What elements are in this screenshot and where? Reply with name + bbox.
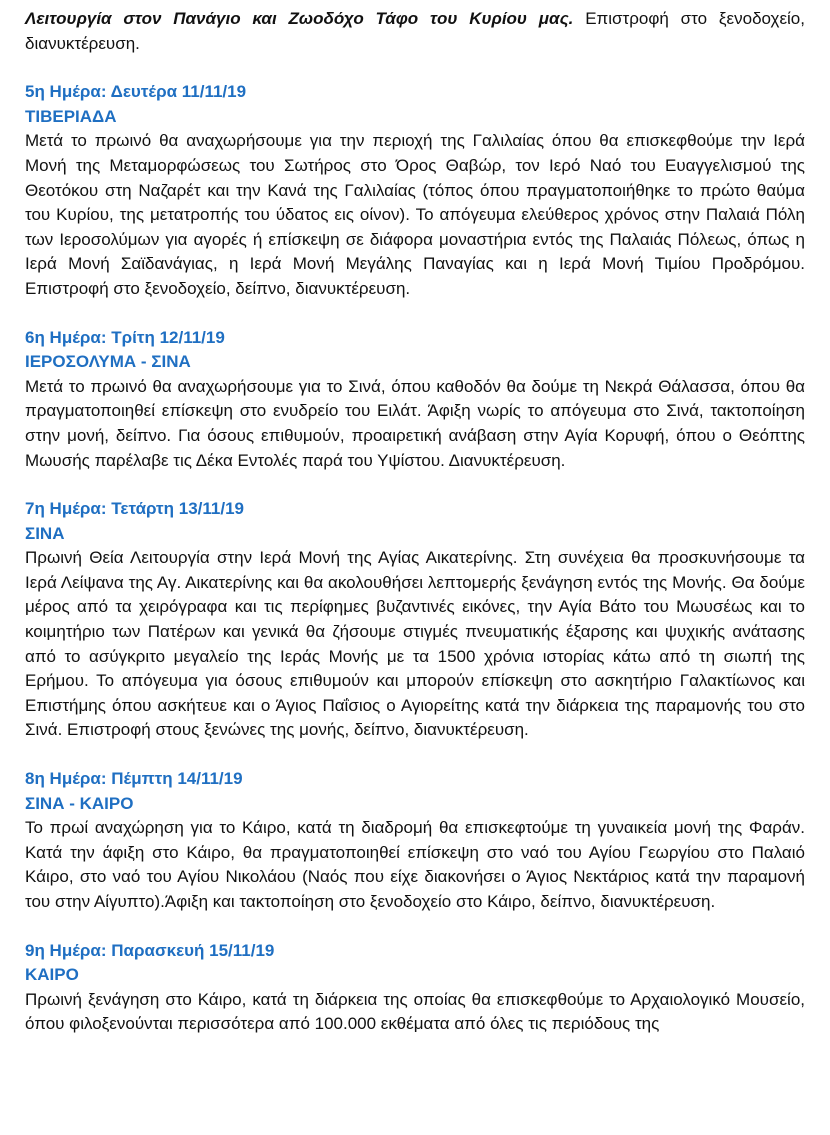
day-place: ΣΙΝΑ [25,523,65,543]
day-description: Μετά το πρωινό θα αναχωρήσουμε για το Σινά, όπου καθοδόν θα δούμε τη Νεκρά Θάλασσα, όπου θα πραγματοποιηθεί επίσκεψη στο ενυδρείο του Ειλάτ. Άφιξη νωρίς το απόγευμα στο Σινά, τακτοποίηση στην μονή, δείπνο. Για όσους επιθυμούν, προαιρετική ανάβαση στην Αγία Κορυφή, όπου ο Θεόπτης Μωυσής παρέλαβε τις Δέκα Εντολές παρά του Υψίστου. Διανυκτέρευση. [25,376,805,470]
day-heading: 9η Ημέρα: Παρασκευή 15/11/19 [25,940,275,960]
day-heading: 6η Ημέρα: Τρίτη 12/11/19 [25,327,225,347]
day-place: ΙΕΡΟΣΟΛΥΜΑ - ΣΙΝΑ [25,352,191,372]
day-description: Μετά το πρωινό θα αναχωρήσουμε για την περιοχή της Γαλιλαίας όπου θα επισκεφθούμε την Ιερά Μονή της Μεταμορφώσεως του Σωτήρος στο Όρος Θαβώρ, τον Ιερό Ναό του Ευαγγελισμού της Θεοτόκου στη Ναζαρέτ και την Κανά της Γαλιλαίας (τόπος όπου πραγματοποιήθηκε το πρώτο θαύμα του Κυρίου, της μετατροπής του ύδατος εις οίνον). Το απόγευμα ελεύθερος χρόνος στην Παλαιά Πόλη των Ιεροσολύμων για αγορές ή επίσκεψη σε διάφορα μοναστήρια εντός της Παλαιάς Πόλεως, όπως η Ιερά Μονή Σαϊδανάγιας, η Ιερά Μονή Μεγάλης Παναγίας και η Ιερά Μονή Τιμίου Προδρόμου. Επιστροφή στο ξενοδοχείο, δείπνο, διανυκτέρευση. [25,131,805,298]
day-section [25,326,805,474]
intro-emphasis: Λειτουργία στον Πανάγιο και Ζωοδόχο Τάφο του Κυρίου μας. [25,9,574,28]
day-section [25,939,805,1037]
day-place: ΚΑΙΡΟ [25,965,79,985]
day-heading: 8η Ημέρα: Πέμπτη 14/11/19 [25,769,243,789]
day-heading: 5η Ημέρα: Δευτέρα 11/11/19 [25,82,247,102]
day-place: ΣΙΝΑ - ΚΑΙΡΟ [25,793,134,813]
day-description: Πρωινή ξενάγηση στο Κάιρο, κατά τη διάρκεια της οποίας θα επισκεφθούμε το Αρχαιολογικό Μουσείο, όπου φιλοξενούνται περισσότερα από 100.000 εκθέματα από όλες τις περιόδους της [25,989,805,1034]
intro-paragraph [25,7,805,56]
day-section [25,80,805,301]
day-section [25,767,805,915]
day-description: Πρωινή Θεία Λειτουργία στην Ιερά Μονή της Αγίας Αικατερίνης. Στη συνέχεια θα προσκυνήσουμε τα Ιερά Λείψανα της Αγ. Αικατερίνης και θα ακολουθήσει λεπτομερής ξενάγηση εντός της Μονής. Θα δούμε μέρος από τα χειρόγραφα και τις περίφημες βυζαντινές εικόνες, την Αγία Βάτο του Μωυσέως και το κοιμητήριο των Πατέρων και γενικά θα ζήσουμε στιγμές πνευματικής έξαρσης και ψυχικής ανάτασης από το ασύγκριτο μεγαλείο της Ιεράς Μονής με τα 1500 χρόνια ιστορίας κάτω από τη σιωπή της Ερήμου. Το απόγευμα για όσους επιθυμούν και μπορούν επίσκεψη στο ασκητήριο Γαλακτίωνος και Επιστήμης όπου ασκήτευε και ο Άγιος Παΐσιος ο Αγιορείτης κατά την διάρκεια της παραμονής του στο Σινά. Επιστροφή στους ξενώνες της μονής, δείπνο, διανυκτέρευση. [25,548,805,740]
intro-rest: Επιστροφή στο ξενοδοχείο, διανυκτέρευση. [25,9,805,53]
day-place: ΤΙΒΕΡΙΑΔΑ [25,106,117,126]
day-section [25,497,805,743]
day-description: Το πρωί αναχώρηση για το Κάιρο, κατά τη διαδρομή θα επισκεφτούμε τη γυναικεία μονή της Φαράν. Κατά την άφιξη στο Κάιρο, θα πραγματοποιηθεί επίσκεψη στο ναό του Αγίου Γεωργίου στο Παλαιό Κάιρο, στο ναό του Αγίου Νικολάου (Ναός που είχε διακονήσει ο Άγιος Νεκτάριος κατά την παραμονή του στην Αίγυπτο).Άφιξη και τακτοποίηση στο ξενοδοχείο στο Κάιρο, δείπνο, διανυκτέρευση. [25,818,805,911]
day-heading: 7η Ημέρα: Τετάρτη 13/11/19 [25,499,244,519]
